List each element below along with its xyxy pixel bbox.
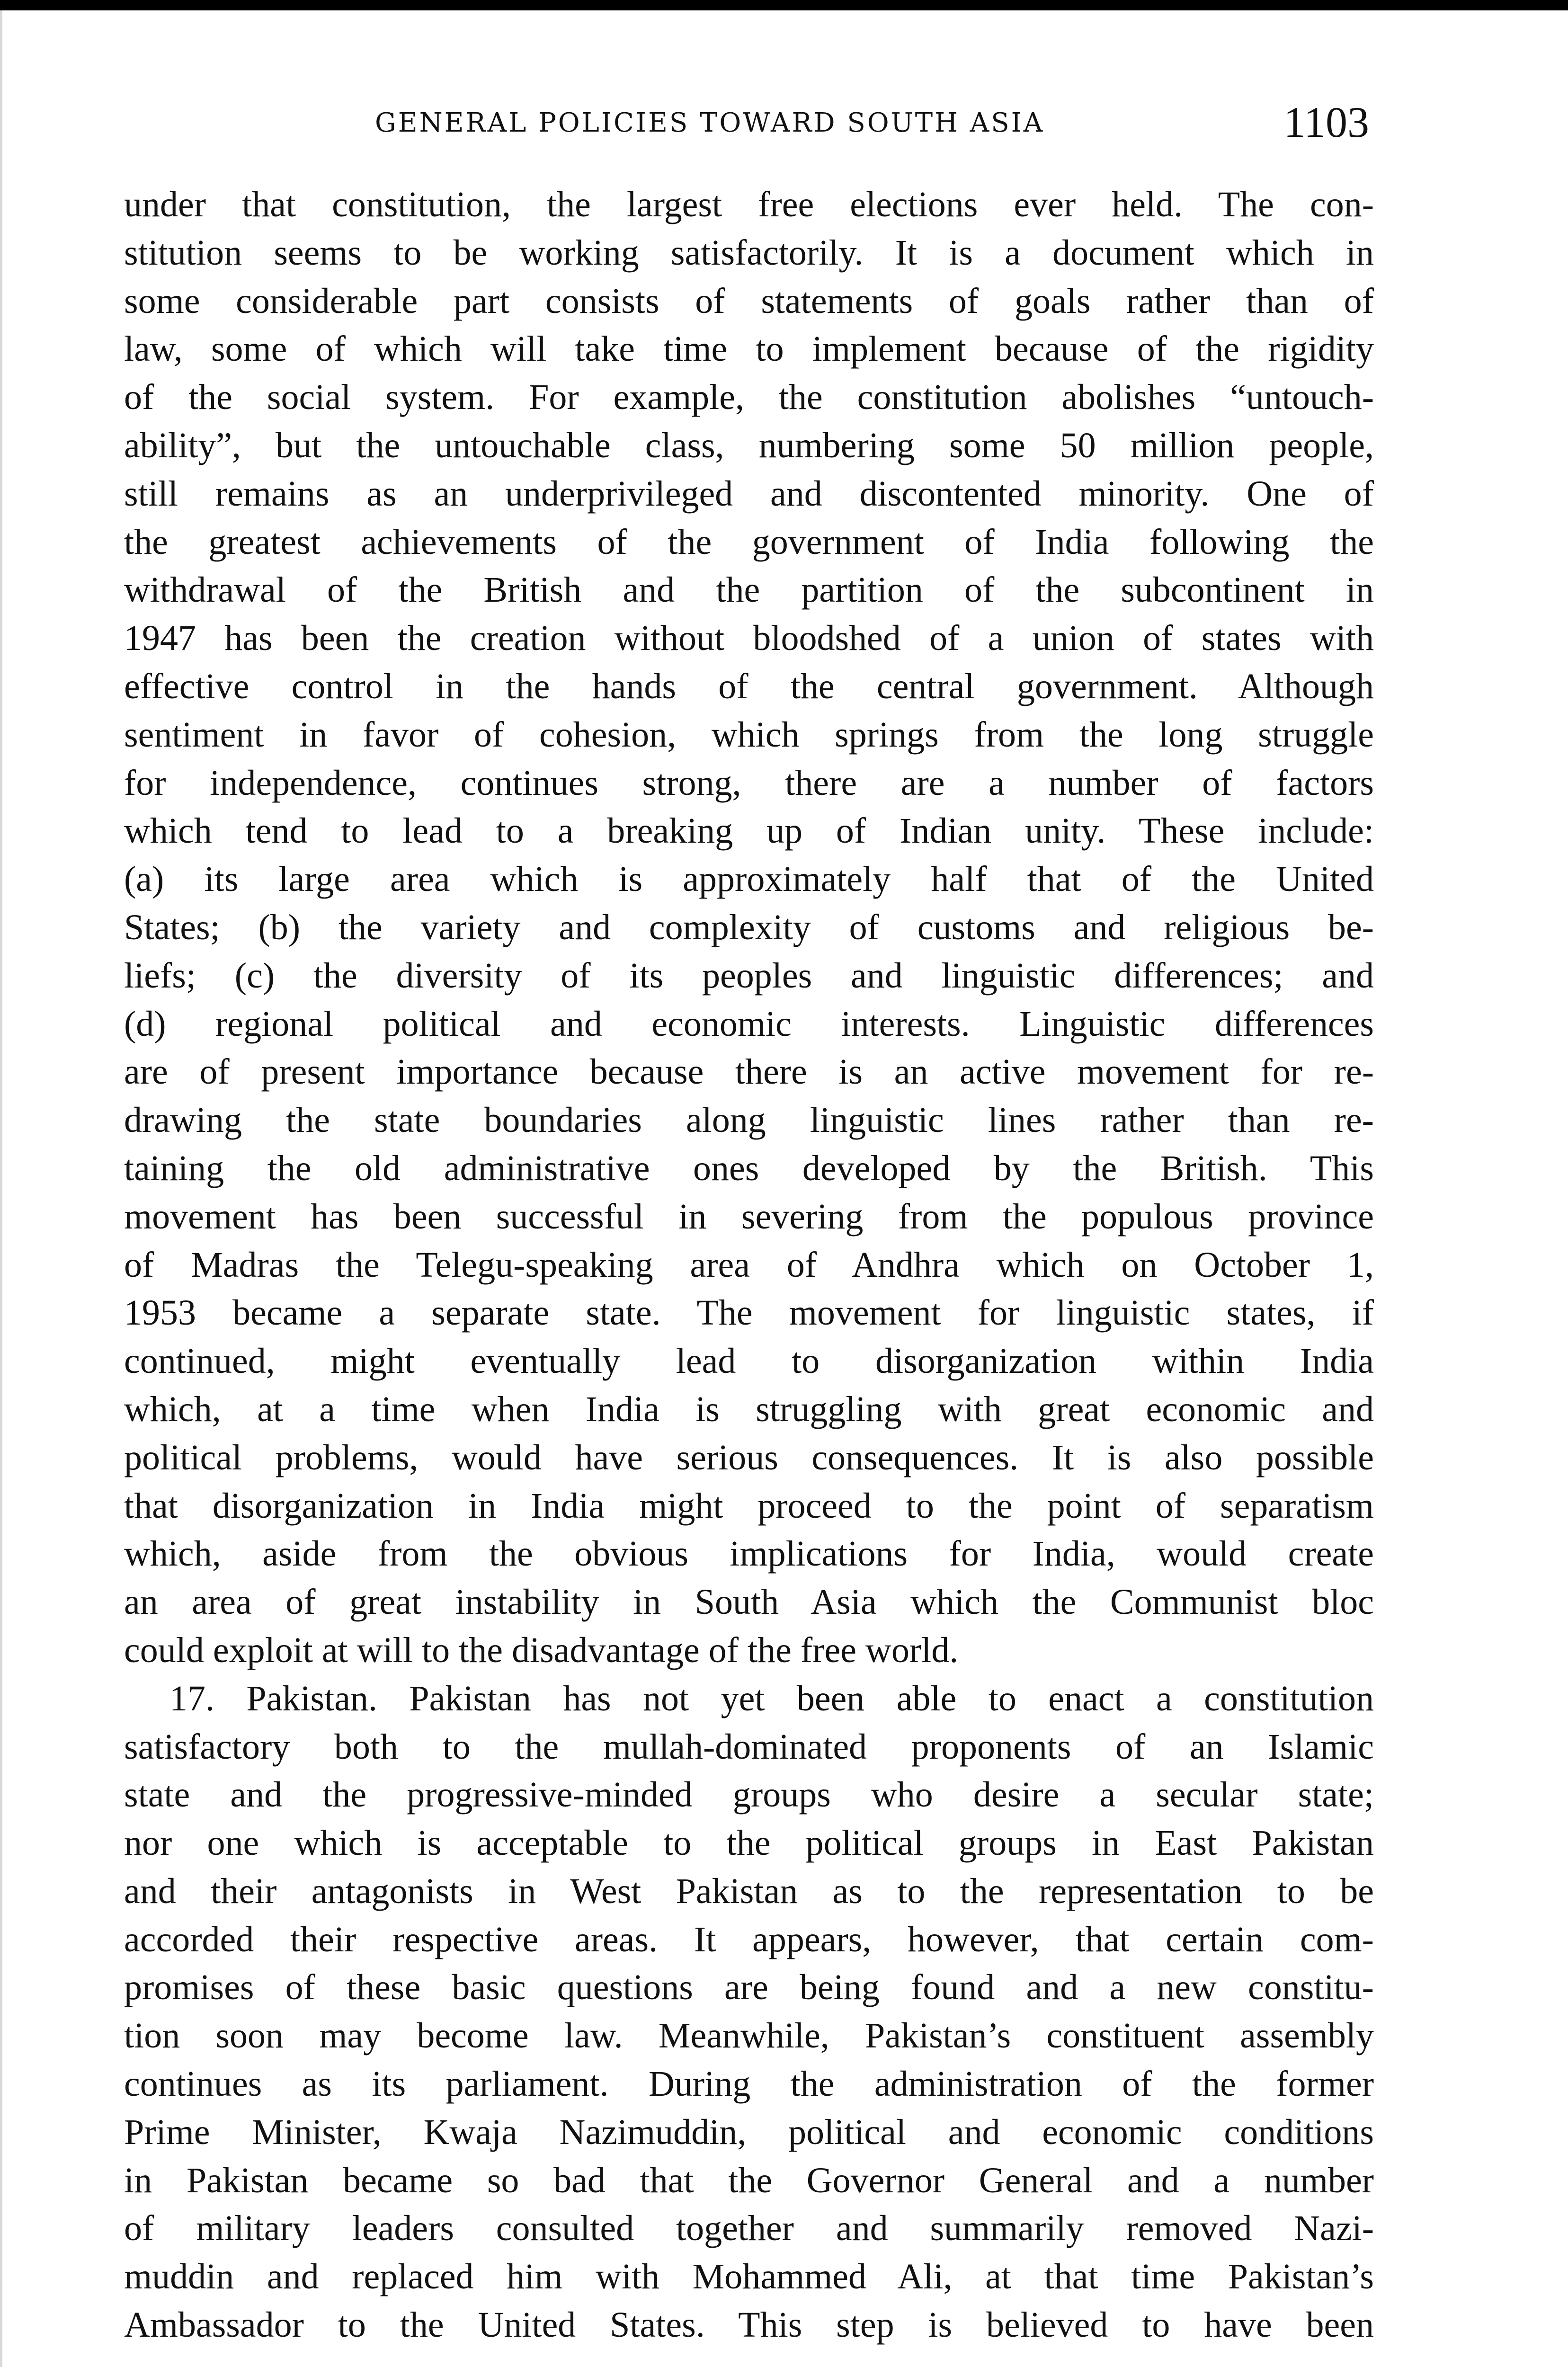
- text-line: muddin and replaced him with Mohammed Ali, at that time Pakistan’s: [124, 2257, 1374, 2297]
- scan-left-edge: [0, 10, 2, 2367]
- text-line: state and the progressive-minded groups who desire a secular state;: [124, 1775, 1374, 1815]
- text-line: are of present importance because there is an active movement for re-: [124, 1052, 1374, 1092]
- text-line: for independence, continues strong, there are a number of factors: [124, 763, 1374, 803]
- text-line: the greatest achievements of the government of India following the: [124, 522, 1374, 562]
- text-line: 1953 became a separate state. The movement for linguistic states, if: [124, 1293, 1374, 1333]
- text-line: of military leaders consulted together and summarily removed Nazi-: [124, 2208, 1374, 2249]
- text-line: which tend to lead to a breaking up of Indian unity. These include:: [124, 811, 1374, 851]
- text-line: continued, might eventually lead to disorganization within India: [124, 1341, 1374, 1381]
- text-line: promises of these basic questions are being found and a new constitu-: [124, 1967, 1374, 2008]
- text-line: and their antagonists in West Pakistan as to the representation to be: [124, 1871, 1374, 1911]
- text-line: Prime Minister, Kwaja Nazimuddin, political and economic conditions: [124, 2112, 1374, 2152]
- text-line: accorded their respective areas. It appears, however, that certain com-: [124, 1919, 1374, 1959]
- text-line: Ambassador to the United States. This step is believed to have been: [124, 2305, 1374, 2345]
- text-line: an area of great instability in South Asia which the Communist bloc: [124, 1582, 1374, 1622]
- text-line: sentiment in favor of cohesion, which springs from the long struggle: [124, 714, 1374, 755]
- text-line: under that constitution, the largest free elections ever held. The con-: [124, 185, 1374, 224]
- text-line: still remains as an underprivileged and discontented minority. One of: [124, 473, 1374, 514]
- text-line: tion soon may become law. Meanwhile, Pakistan’s constituent assembly: [124, 2016, 1374, 2056]
- text-line: withdrawal of the British and the partition of the subcontinent in: [124, 570, 1374, 610]
- text-line: some considerable part consists of statements of goals rather than of: [124, 281, 1374, 321]
- text-line: (d) regional political and economic interests. Linguistic differences: [124, 1004, 1374, 1044]
- text-line: which, aside from the obvious implications for India, would create: [124, 1534, 1374, 1574]
- text-line: that disorganization in India might proceed to the point of separatism: [124, 1486, 1374, 1526]
- running-head: GENERAL POLICIES TOWARD SOUTH ASIA: [375, 107, 1045, 138]
- text-line: could exploit at will to the disadvantage of the free world.: [124, 1630, 959, 1670]
- text-line: law, some of which will take time to implement because of the rigidity: [124, 329, 1374, 369]
- text-line: continues as its parliament. During the administration of the former: [124, 2064, 1374, 2104]
- text-line: taining the old administrative ones developed by the British. This: [124, 1148, 1374, 1188]
- text-line: which, at a time when India is struggling with great economic and: [124, 1389, 1374, 1429]
- text-line: States; (b) the variety and complexity of customs and religious be-: [124, 907, 1374, 947]
- body-text: [124, 181, 1374, 2349]
- page-header: [124, 97, 1369, 149]
- text-line: effective control in the hands of the central government. Although: [124, 666, 1374, 706]
- text-line: of Madras the Telegu-speaking area of Andhra which on October 1,: [124, 1245, 1374, 1285]
- text-line: movement has been successful in severing from the populous province: [124, 1196, 1374, 1237]
- text-line: drawing the state boundaries along linguistic lines rather than re-: [124, 1100, 1374, 1140]
- text-line: ability”, but the untouchable class, numbering some 50 million people,: [124, 425, 1374, 465]
- text-line: nor one which is acceptable to the political groups in East Pakistan: [124, 1823, 1374, 1863]
- text-line: 1947 has been the creation without bloodshed of a union of states with: [124, 618, 1374, 658]
- section-heading-line: 17. Pakistan. Pakistan has not yet been able to enact a constitution: [169, 1678, 1374, 1718]
- scan-top-border: [0, 0, 1568, 10]
- text-line: stitution seems to be working satisfactorily. It is a document which in: [124, 232, 1374, 273]
- page-number: 1103: [1283, 98, 1369, 146]
- text-line: liefs; (c) the diversity of its peoples and linguistic differences; and: [124, 955, 1374, 996]
- text-line: (a) its large area which is approximately half that of the United: [124, 859, 1374, 899]
- text-line: in Pakistan became so bad that the Governor General and a number: [124, 2160, 1374, 2200]
- text-line: political problems, would have serious consequences. It is also possible: [124, 1437, 1374, 1477]
- text-line: satisfactory both to the mullah-dominated proponents of an Islamic: [124, 1726, 1374, 1767]
- text-line: of the social system. For example, the constitution abolishes “untouch-: [124, 377, 1374, 418]
